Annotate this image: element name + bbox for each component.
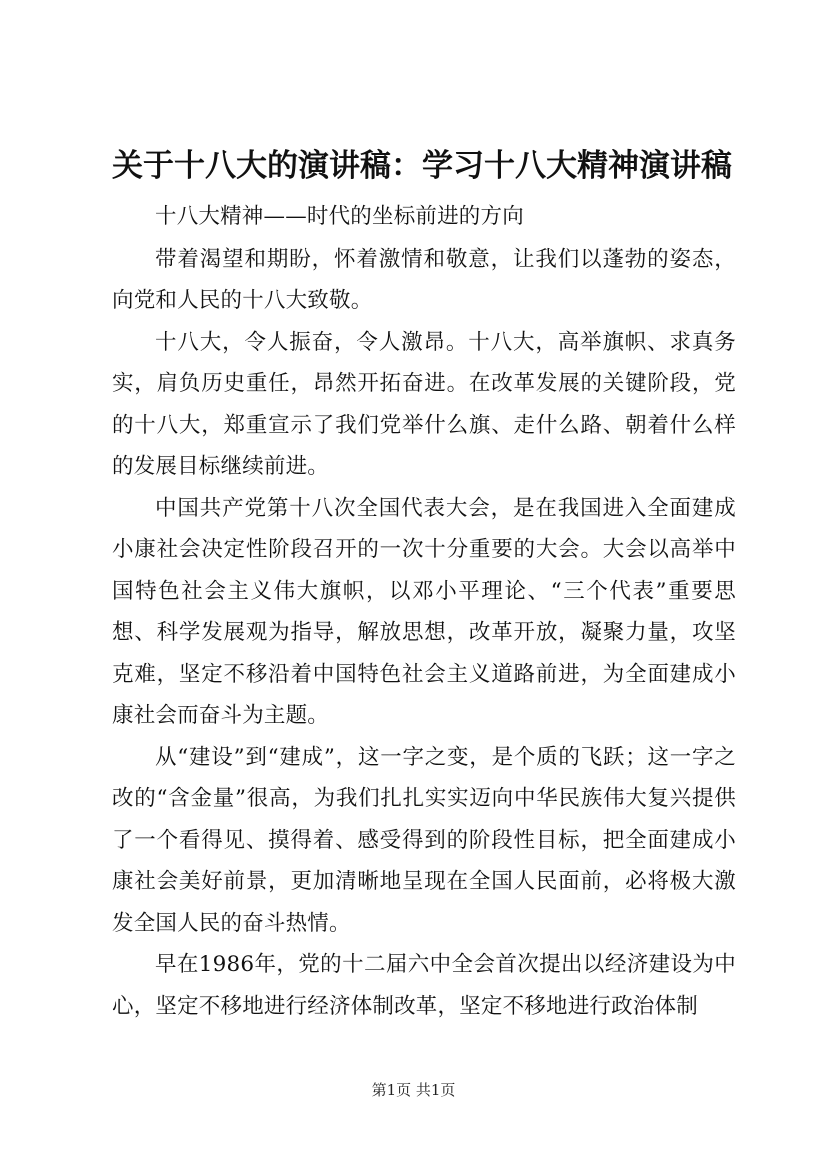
document-title: 关于十八大的演讲稿：学习十八大精神演讲稿 — [112, 148, 732, 184]
paragraph-5: 早在1986年，党的十二届六中全会首次提出以经济建设为中心，坚定不移地进行经济体制改革，坚定不移地进行政治体制 — [112, 952, 736, 1019]
document-subtitle: 十八大精神——时代的坐标前进的方向 — [155, 204, 524, 229]
paragraph-3: 中国共产党第十八次全国代表大会，是在我国进入全面建成小康社会决定性阶段召开的一次十分重要的大会。大会以高举中国特色社会主义伟大旗帜，以邓小平理论、“三个代表”重要思想、科学发展观为指导，解放思想，改革开放，凝聚力量，攻坚克难，坚定不移沿着中国特色社会主义道路前进，为全面建成小康社会而奋斗为主题。 — [112, 495, 736, 728]
paragraph-1: 带着渴望和期盼，怀着激情和敬意，让我们以蓬勃的姿态，向党和人民的十八大致敬。 — [112, 246, 736, 313]
paragraph-2: 十八大，令人振奋，令人激昂。十八大，高举旗帜、求真务实，肩负历史重任，昂然开拓奋进。在改革发展的关键阶段，党的十八大，郑重宣示了我们党举什么旗、走什么路、朝着什么样的发展目标继续前进。 — [112, 329, 736, 479]
page-footer: 第1页 共1页 — [371, 1081, 456, 1099]
paragraph-4: 从“建设”到“建成”，这一字之变，是个质的飞跃；这一字之改的“含金量”很高，为我们扎扎实实迈向中华民族伟大复兴提供了一个看得见、摸得着、感受得到的阶段性目标，把全面建成小康社会美好前景，更加清晰地呈现在全国人民面前，必将极大激发全国人民的奋斗热情。 — [112, 744, 736, 936]
document-body — [112, 196, 736, 1027]
